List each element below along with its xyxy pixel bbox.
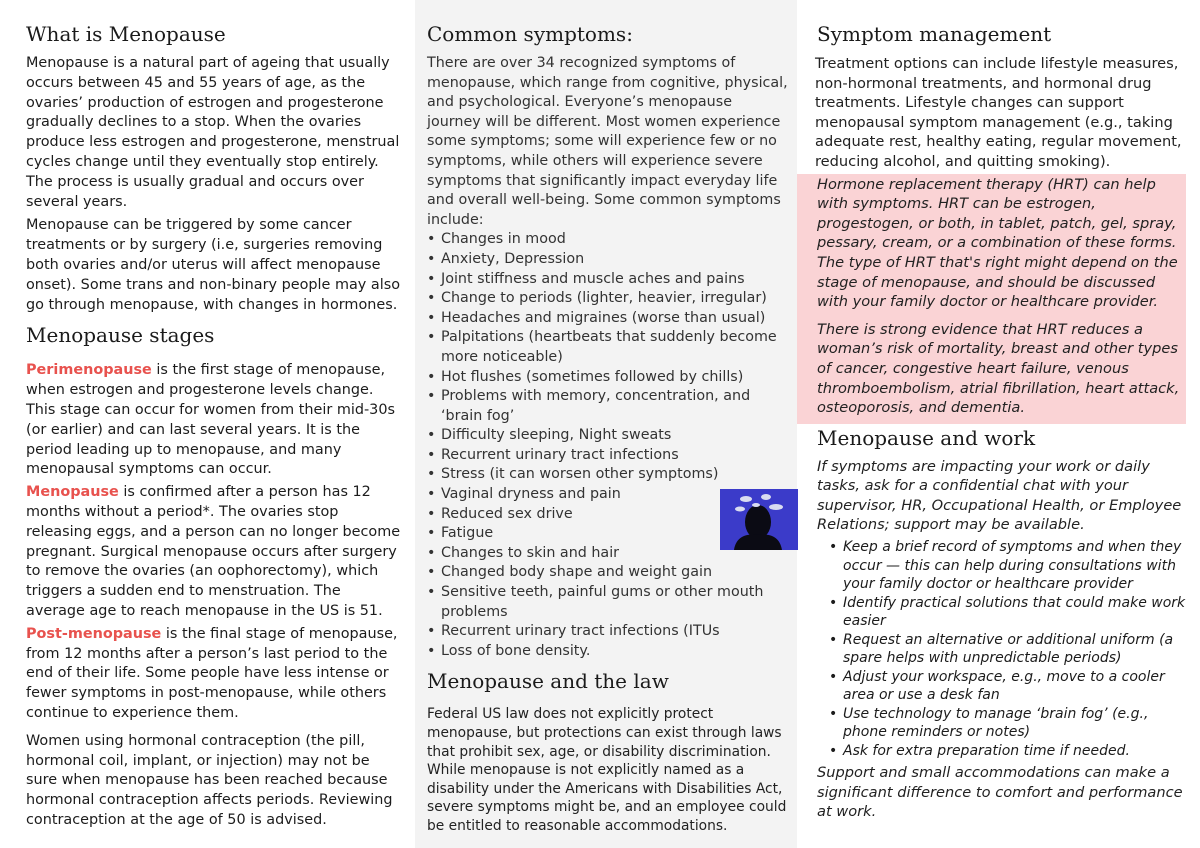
menopause-work-heading: Menopause and work	[817, 425, 1036, 450]
hrt-evidence-paragraph: There is strong evidence that HRT reduces a woman’s risk of mortality, breast and other types of cancer, congestive heart failure, venous thromboembolism, atrial fibrillation, heart attack, osteoporosis, and dementia.	[817, 320, 1180, 417]
list-item: • Recurrent urinary tract infections (ITUs	[441, 622, 789, 642]
list-item: • Problems with memory, concentration, and ‘brain fog’	[441, 387, 789, 426]
list-item: • Vaginal dryness and pain	[441, 485, 789, 505]
list-item: • Changes in mood	[441, 230, 789, 250]
stage-menopause	[26, 483, 401, 622]
silhouette-head-illustration	[720, 489, 798, 550]
list-item: • Request an alternative or additional uniform (a spare helps with unpredictable periods)	[843, 631, 1190, 668]
what-is-menopause-heading: What is Menopause	[26, 22, 226, 46]
symptoms-list	[427, 230, 789, 661]
list-item: • Changed body shape and weight gain	[441, 563, 789, 583]
list-item: • Stress (it can worsen other symptoms)	[441, 465, 789, 485]
stage-post-menopause	[26, 625, 401, 724]
list-item: • Adjust your workspace, e.g., move to a cooler area or use a desk fan	[843, 668, 1190, 705]
menopause-law-heading: Menopause and the law	[427, 669, 669, 694]
menopause-law-paragraph: Federal US law does not explicitly protect menopause, but protections can exist through laws that prohibit sex, age, or disability discrimination. While menopause is not explicitly named as a disability under the Americans with Disabilities Act, severe symptoms might be, and an employee could be entitled to reasonable accommodations.	[427, 706, 787, 834]
stage-description: is confirmed after a person has 12 months without a period*. The ovaries stop releasing eggs, and a person can no longer become pregnant. Surgical menopause occurs after surgery to remove the ovaries (an oophorectomy), which triggers a sudden end to menstruation. The average age to reach menopause in the US is 51.	[26, 484, 401, 619]
contraception-paragraph: Women using hormonal contraception (the pill, hormonal coil, implant, or injection) may not be sure when menopause has been reached because hormonal contraception affects periods. Reviewing contraception at the age of 50 is advised.	[26, 732, 393, 828]
list-item: • Joint stiffness and muscle aches and pains	[441, 270, 789, 290]
list-item: • Fatigue	[441, 524, 789, 544]
stage-term: Post-menopause	[26, 625, 162, 642]
what-is-menopause-paragraph: Menopause is a natural part of ageing that usually occurs between 45 and 55 years of age, as the ovaries’ production of estrogen and progesterone gradually declines to a stop. When the ovaries produce less estrogen and progesterone, menstrual cycles change until they eventually stop entirely. The process is usually gradual and occurs over several years.	[26, 55, 400, 210]
list-item: • Headaches and migraines (worse than usual)	[441, 309, 789, 329]
column-what-is-menopause	[0, 0, 415, 848]
list-item: • Loss of bone density.	[441, 642, 789, 662]
list-item: • Use technology to manage ‘brain fog’ (e.g., phone reminders or notes)	[843, 705, 1190, 742]
list-item: • Recurrent urinary tract infections	[441, 446, 789, 466]
stage-description: is the first stage of menopause, when estrogen and progesterone levels change. This stage can occur for women from their mid-30s (or earlier) and can last several years. It is the period leading up to menopause, and many menopausal symptoms can occur.	[26, 362, 395, 478]
list-item: • Keep a brief record of symptoms and when they occur — this can help during consultations with your family doctor or healthcare provider	[843, 538, 1190, 594]
list-item: • Anxiety, Depression	[441, 250, 789, 270]
hrt-paragraph: Hormone replacement therapy (HRT) can help with symptoms. HRT can be estrogen, progestogen, or both, in tablet, patch, gel, spray, pessary, cream, or a combination of these forms. The type of HRT that's right might depend on the stage of menopause, and should be discussed with your family doctor or healthcare provider.	[817, 175, 1178, 311]
menopause-stages-heading: Menopause stages	[26, 323, 215, 348]
silhouette-head-icon	[720, 489, 798, 550]
list-item: • Change to periods (lighter, heavier, irregular)	[441, 289, 789, 309]
stage-term: Perimenopause	[26, 362, 152, 379]
list-item: • Difficulty sleeping, Night sweats	[441, 426, 789, 446]
list-item: • Identify practical solutions that could make work easier	[843, 594, 1190, 631]
work-tips-list	[817, 538, 1190, 760]
common-symptoms-heading: Common symptoms:	[427, 22, 633, 46]
list-item: • Changes to skin and hair	[441, 544, 789, 564]
list-item: • Hot flushes (sometimes followed by chills)	[441, 368, 789, 388]
column-symptoms	[415, 0, 797, 848]
symptoms-intro-paragraph: There are over 34 recognized symptoms of menopause, which range from cognitive, physical, and psychological. Everyone’s menopause journey will be different. Most women experience some symptoms; some will experience few or no symptoms, while others will experience severe symptoms that significantly impact everyday life and overall well-being. Some common symptoms include:	[427, 55, 788, 228]
symptom-management-heading: Symptom management	[817, 22, 1052, 46]
menopause-triggers-paragraph: Menopause can be triggered by some cancer treatments or by surgery (i.e, surgeries removing both ovaries and/or uterus will affect menopause onset). Some trans and non-binary people may also go through menopause, with changes in hormones.	[26, 217, 401, 313]
work-intro-paragraph: If symptoms are impacting your work or daily tasks, ask for a confidential chat with your supervisor, HR, Occupational Health, or Employee Relations; support may be available.	[817, 457, 1182, 534]
work-closing-paragraph: Support and small accommodations can make a significant difference to comfort and performance at work.	[817, 764, 1183, 821]
stage-description: is the final stage of menopause, from 12 months after a person’s last period to the end of their life. Some people have less intense or fewer symptoms in post-menopause, while others continue to experience them.	[26, 625, 398, 721]
stage-term: Menopause	[26, 484, 119, 501]
list-item: • Palpitations (heartbeats that suddenly become more noticeable)	[441, 328, 789, 367]
symptom-management-paragraph: Treatment options can include lifestyle measures, non-hormonal treatments, and hormonal drug treatments. Lifestyle changes can support menopausal symptom management (e.g., taking adequate rest, healthy eating, regular movement, reducing alcohol, and quitting smoking).	[815, 55, 1182, 170]
list-item: • Reduced sex drive	[441, 505, 789, 525]
list-item: • Ask for extra preparation time if needed.	[843, 742, 1190, 761]
column-management-and-work	[797, 0, 1200, 848]
stage-perimenopause	[26, 361, 401, 480]
list-item: • Sensitive teeth, painful gums or other mouth problems	[441, 583, 789, 622]
